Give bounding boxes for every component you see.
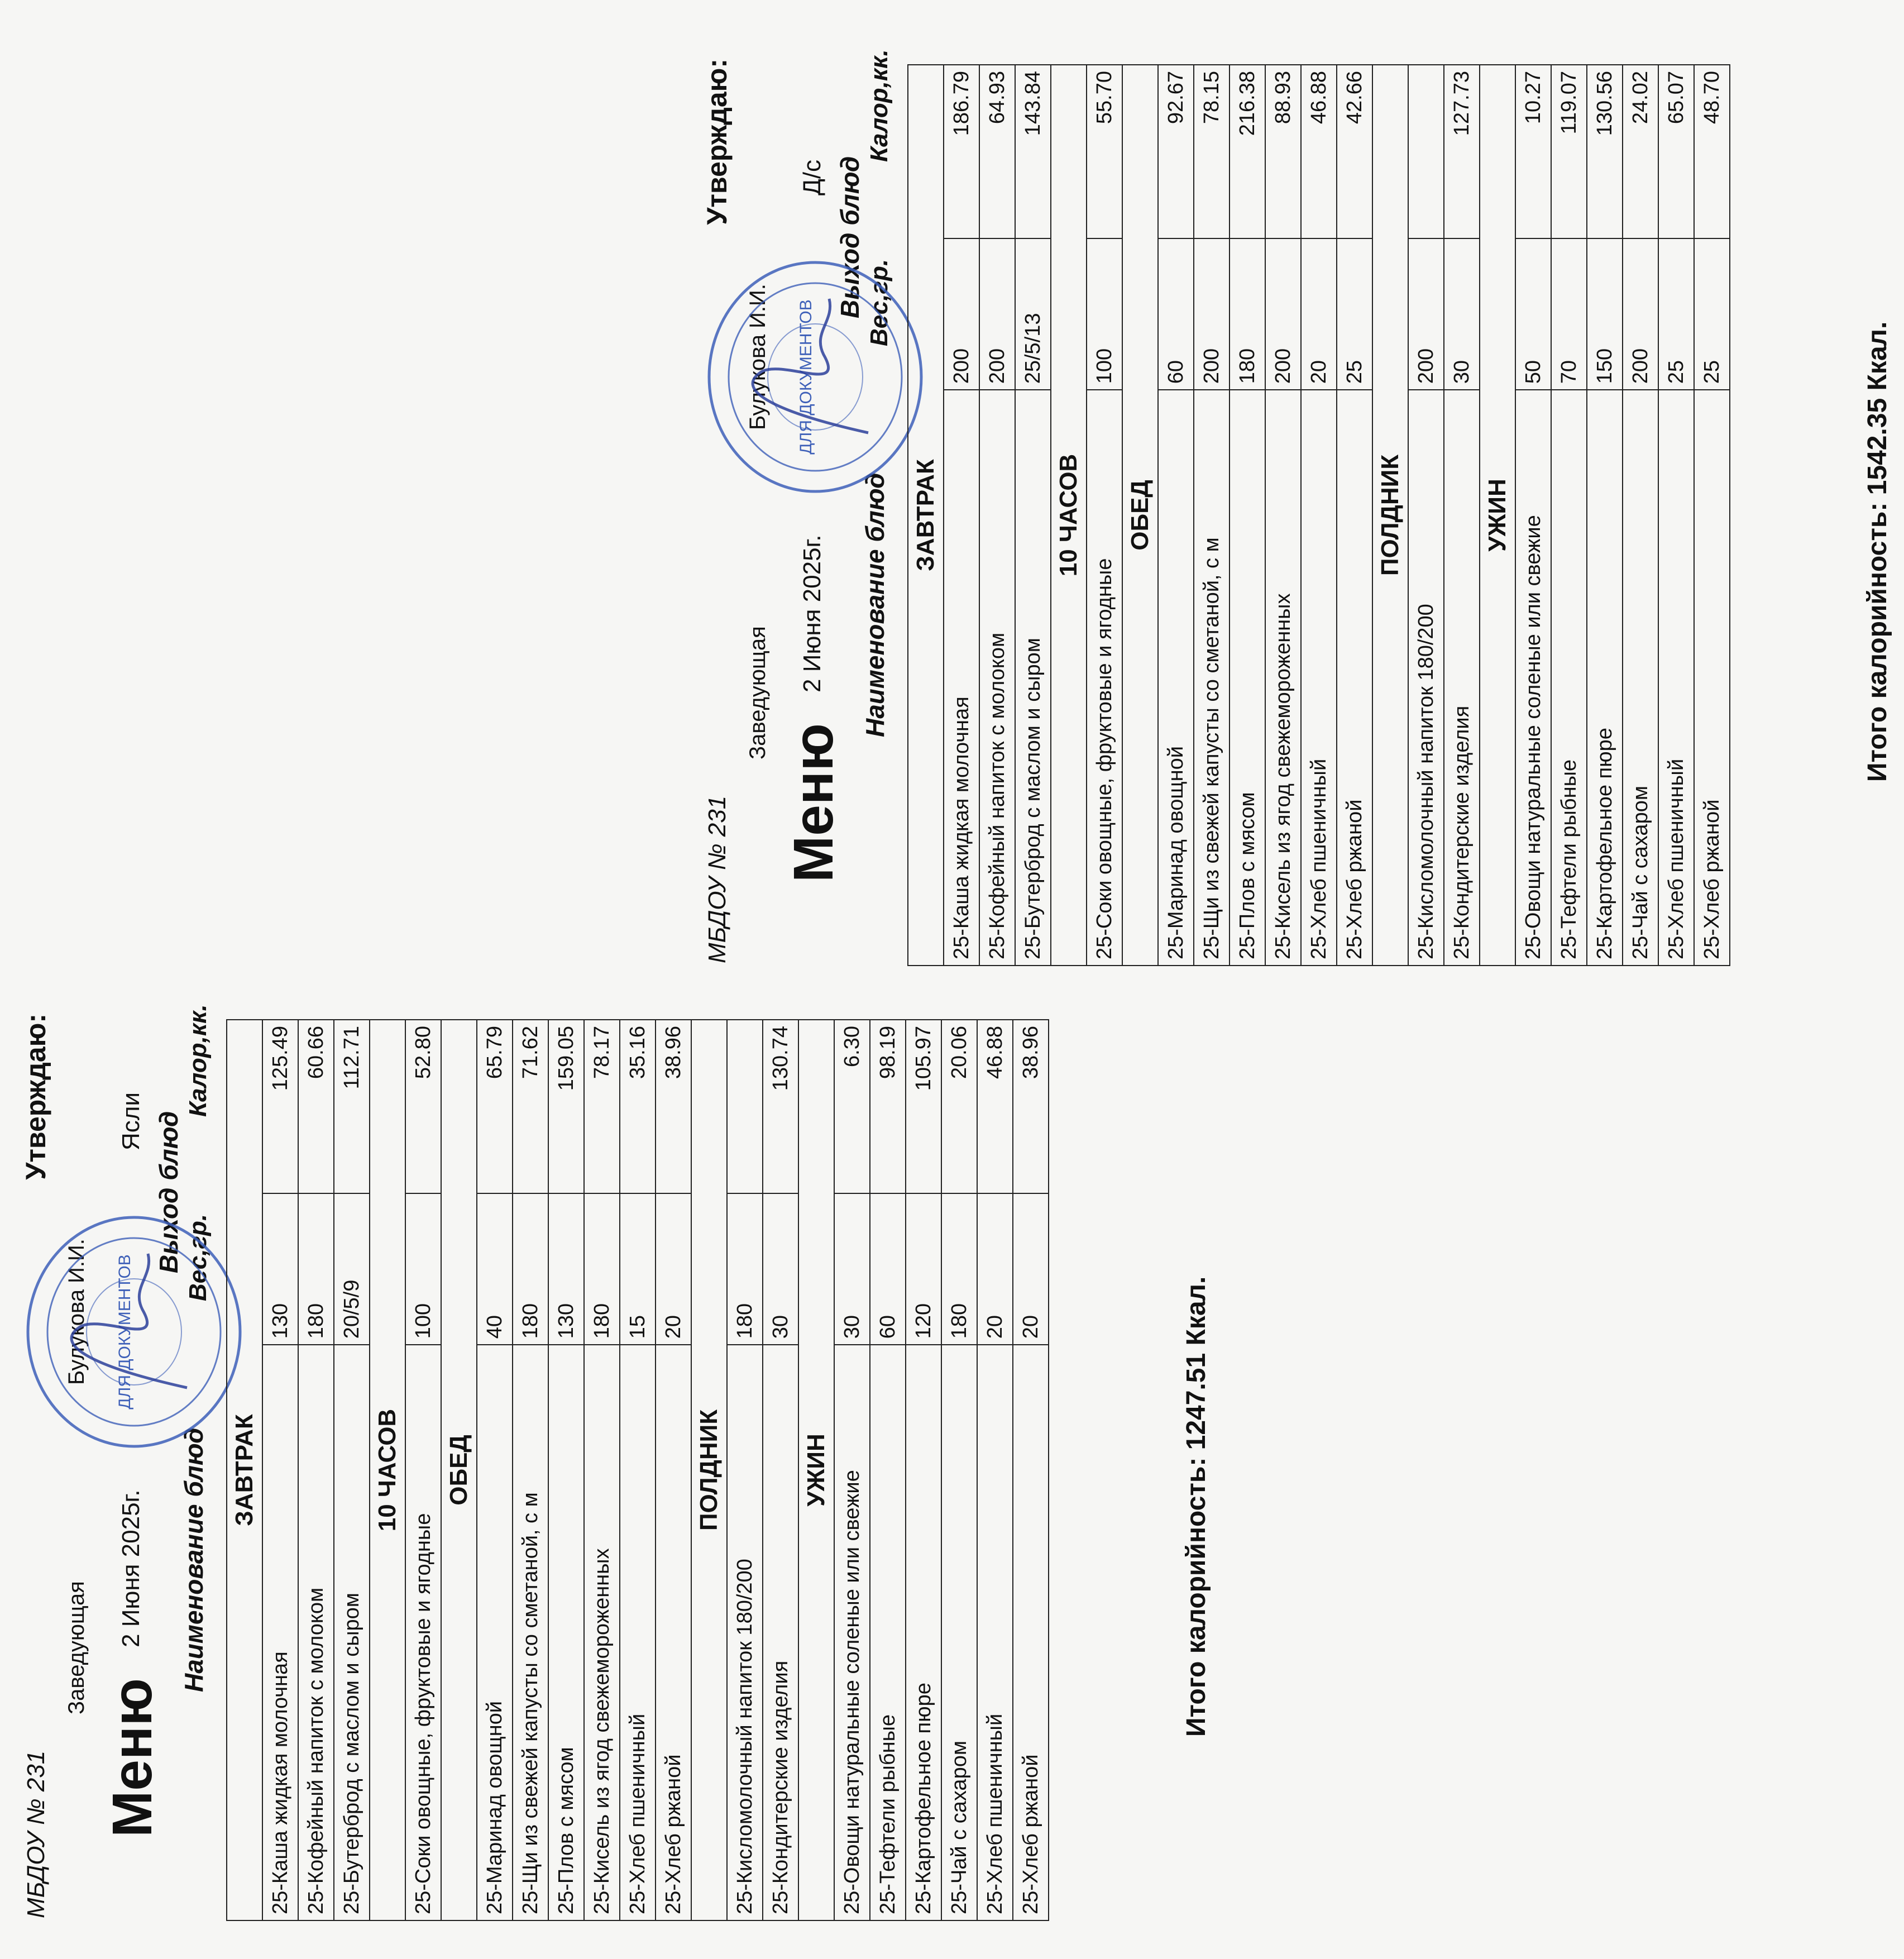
section-title: ПОЛДНИК: [1372, 65, 1408, 966]
table-row: [656, 1020, 691, 1920]
table-row: [906, 1020, 941, 1920]
dish-name-cell: 25-Овощи натуральные соленые или свежие: [834, 1345, 870, 1920]
table-row: [1444, 65, 1480, 966]
dish-kcal-cell: 42.66: [1337, 65, 1372, 238]
column-header-output: Выход блюд: [154, 1111, 183, 1273]
column-header-kcal: Калор,кк.: [865, 49, 893, 162]
column-header-name: Наименование блюд: [179, 1427, 208, 1692]
table-row: [1087, 65, 1122, 966]
section-title: УЖИН: [798, 1020, 834, 1920]
dish-name-cell: 25-Соки овощные, фруктовые и ягодные: [405, 1345, 441, 1920]
dish-kcal-cell: 125.49: [262, 1020, 298, 1193]
table-row: [1194, 65, 1230, 966]
table-row: [1230, 65, 1265, 966]
dish-kcal-cell: 65.79: [477, 1020, 513, 1193]
table-row: [727, 1020, 763, 1920]
table-row: [1658, 65, 1694, 966]
dish-weight-cell: 50: [1515, 238, 1551, 390]
dish-weight-cell: 20: [977, 1193, 1013, 1345]
table-row: [1158, 65, 1194, 966]
dish-name-cell: 25-Хлеб ржаной: [1694, 390, 1730, 966]
dish-kcal-cell: 35.16: [620, 1020, 656, 1193]
table-row: [405, 1020, 441, 1920]
table-row: [1694, 65, 1730, 966]
section-row: [227, 1020, 262, 1920]
table-row: [1265, 65, 1301, 966]
approval-label: Утверждаю:: [701, 59, 733, 225]
dish-kcal-cell: 38.96: [656, 1020, 691, 1193]
dish-kcal-cell: 38.96: [1013, 1020, 1049, 1193]
dish-kcal-cell: 143.84: [1015, 65, 1051, 238]
dish-weight-cell: 30: [763, 1193, 798, 1345]
dish-name-cell: 25-Кофейный напиток с молоком: [298, 1345, 334, 1920]
dish-name-cell: 25-Кофейный напиток с молоком: [979, 390, 1015, 966]
dish-weight-cell: 70: [1551, 238, 1587, 390]
dish-weight-cell: 120: [906, 1193, 941, 1345]
director-title: Заведующая: [745, 626, 770, 759]
dish-kcal-cell: [727, 1020, 763, 1193]
dish-weight-cell: 25: [1337, 238, 1372, 390]
dish-weight-cell: 200: [1623, 238, 1658, 390]
table-row: [870, 1020, 906, 1920]
dish-name-cell: 25-Кисломолочный напиток 180/200: [727, 1345, 763, 1920]
column-header-weight: Вес,гр.: [865, 259, 893, 346]
dish-kcal-cell: 127.73: [1444, 65, 1480, 238]
table-row: [620, 1020, 656, 1920]
menu-table: [907, 64, 1730, 966]
seal-stamp: [701, 254, 930, 500]
table-row: [334, 1020, 370, 1920]
dish-weight-cell: 200: [944, 238, 979, 390]
dish-name-cell: 25-Кондитерские изделия: [1444, 390, 1480, 966]
table-row: [944, 65, 979, 966]
dish-kcal-cell: 48.70: [1694, 65, 1730, 238]
dish-weight-cell: 30: [1444, 238, 1480, 390]
dish-weight-cell: 180: [584, 1193, 620, 1345]
total-calories: Итого калорийность: 1247.51 Ккал.: [1181, 1276, 1211, 1737]
dish-name-cell: 25-Бутерброд с маслом и сыром: [1015, 390, 1051, 966]
dish-name-cell: 25-Кисель из ягод свежемороженных: [584, 1345, 620, 1920]
seal-stamp: [20, 1209, 248, 1455]
dish-name-cell: 25-Овощи натуральные соленые или свежие: [1515, 390, 1551, 966]
director-title: Заведующая: [64, 1581, 89, 1714]
dish-weight-cell: 15: [620, 1193, 656, 1345]
total-calories: Итого калорийность: 1542.35 Ккал.: [1863, 321, 1892, 782]
dish-kcal-cell: [1408, 65, 1444, 238]
dish-weight-cell: 180: [727, 1193, 763, 1345]
dish-kcal-cell: 112.71: [334, 1020, 370, 1193]
dish-kcal-cell: 52.80: [405, 1020, 441, 1193]
dish-weight-cell: 180: [298, 1193, 334, 1345]
dish-name-cell: 25-Чай с сахаром: [1623, 390, 1658, 966]
dish-kcal-cell: 159.05: [548, 1020, 584, 1193]
table-row: [1013, 1020, 1049, 1920]
table-row: [262, 1020, 298, 1920]
dish-weight-cell: 200: [1194, 238, 1230, 390]
menu-date: 2 Июня 2025г.: [798, 534, 826, 692]
dish-name-cell: 25-Хлеб ржаной: [656, 1345, 691, 1920]
table-row: [1015, 65, 1051, 966]
dish-kcal-cell: 92.67: [1158, 65, 1194, 238]
dish-weight-cell: 20: [1013, 1193, 1049, 1345]
dish-name-cell: 25-Маринад овощной: [477, 1345, 513, 1920]
dish-name-cell: 25-Каша жидкая молочная: [262, 1345, 298, 1920]
dish-weight-cell: 30: [834, 1193, 870, 1345]
table-row: [941, 1020, 977, 1920]
section-row: [908, 65, 944, 966]
table-row: [1623, 65, 1658, 966]
menu-header: [20, 961, 226, 1921]
section-row: [1480, 65, 1515, 966]
dish-name-cell: 25-Щи из свежей капусты со сметаной, с м: [513, 1345, 548, 1920]
dish-weight-cell: 200: [1265, 238, 1301, 390]
dish-kcal-cell: 24.02: [1623, 65, 1658, 238]
dish-weight-cell: 25: [1658, 238, 1694, 390]
dish-kcal-cell: 65.07: [1658, 65, 1694, 238]
dish-weight-cell: 180: [941, 1193, 977, 1345]
dish-kcal-cell: 60.66: [298, 1020, 334, 1193]
section-title: ЗАВТРАК: [227, 1020, 262, 1920]
dish-name-cell: 25-Бутерброд с маслом и сыром: [334, 1345, 370, 1920]
dish-weight-cell: 25: [1694, 238, 1730, 390]
dish-name-cell: 25-Плов с мясом: [548, 1345, 584, 1920]
section-row: [691, 1020, 727, 1920]
table-row: [584, 1020, 620, 1920]
dish-kcal-cell: 119.07: [1551, 65, 1587, 238]
column-header-weight: Вес,гр.: [184, 1213, 212, 1301]
column-header-name: Наименование блюд: [860, 472, 889, 737]
dish-weight-cell: 130: [262, 1193, 298, 1345]
dish-kcal-cell: 55.70: [1087, 65, 1122, 238]
dish-name-cell: 25-Хлеб пшеничный: [620, 1345, 656, 1920]
menu-date: 2 Июня 2025г.: [117, 1489, 145, 1647]
page-title: Меню: [782, 723, 845, 882]
dish-kcal-cell: 78.17: [584, 1020, 620, 1193]
table-row: [977, 1020, 1013, 1920]
menu-panel-kindergarten: [701, 6, 1904, 966]
section-title: ЗАВТРАК: [908, 65, 944, 966]
dish-name-cell: 25-Хлеб ржаной: [1013, 1345, 1049, 1920]
dish-kcal-cell: 6.30: [834, 1020, 870, 1193]
dish-kcal-cell: 20.06: [941, 1020, 977, 1193]
dish-name-cell: 25-Плов с мясом: [1230, 390, 1265, 966]
dish-weight-cell: 60: [870, 1193, 906, 1345]
dish-weight-cell: 200: [1408, 238, 1444, 390]
dish-weight-cell: 60: [1158, 238, 1194, 390]
dish-name-cell: 25-Чай с сахаром: [941, 1345, 977, 1920]
section-row: [441, 1020, 477, 1920]
page-title: Меню: [101, 1678, 164, 1837]
table-row: [1301, 65, 1337, 966]
table-row: [763, 1020, 798, 1920]
section-row: [1122, 65, 1158, 966]
org-name: МБДОУ № 231: [22, 1750, 50, 1918]
section-title: УЖИН: [1480, 65, 1515, 966]
dish-weight-cell: 130: [548, 1193, 584, 1345]
table-row: [1337, 65, 1372, 966]
dish-weight-cell: 180: [513, 1193, 548, 1345]
section-row: [370, 1020, 405, 1920]
dish-weight-cell: 25/5/13: [1015, 238, 1051, 390]
dish-weight-cell: 40: [477, 1193, 513, 1345]
dish-kcal-cell: 88.93: [1265, 65, 1301, 238]
dish-kcal-cell: 78.15: [1194, 65, 1230, 238]
dish-kcal-cell: 46.88: [1301, 65, 1337, 238]
stamp-text: ДЛЯ ДОКУМЕНТОВ: [116, 1254, 134, 1409]
column-header-kcal: Калор,кк.: [184, 1004, 212, 1117]
table-row: [834, 1020, 870, 1920]
dish-name-cell: 25-Кондитерские изделия: [763, 1345, 798, 1920]
director-name: Булукова И.И.: [64, 1239, 89, 1385]
section-row: [798, 1020, 834, 1920]
dish-kcal-cell: 71.62: [513, 1020, 548, 1193]
menu-panel-nursery: [20, 961, 1223, 1921]
dish-name-cell: 25-Каша жидкая молочная: [944, 390, 979, 966]
director-name: Булукова И.И.: [745, 284, 770, 430]
dish-name-cell: 25-Кисель из ягод свежемороженных: [1265, 390, 1301, 966]
dish-kcal-cell: 64.93: [979, 65, 1015, 238]
dish-name-cell: 25-Маринад овощной: [1158, 390, 1194, 966]
stamp-text: ДЛЯ ДОКУМЕНТОВ: [797, 299, 815, 455]
dish-kcal-cell: 10.27: [1515, 65, 1551, 238]
dish-name-cell: 25-Кисломолочный напиток 180/200: [1408, 390, 1444, 966]
section-title: ОБЕД: [441, 1020, 477, 1920]
table-row: [1587, 65, 1623, 966]
age-group: Д/с: [798, 159, 826, 195]
dish-weight-cell: 20: [1301, 238, 1337, 390]
table-row: [477, 1020, 513, 1920]
dish-weight-cell: 200: [979, 238, 1015, 390]
table-row: [1515, 65, 1551, 966]
dish-kcal-cell: 105.97: [906, 1020, 941, 1193]
table-row: [1551, 65, 1587, 966]
section-title: ПОЛДНИК: [691, 1020, 727, 1920]
age-group: Ясли: [117, 1092, 145, 1150]
dish-weight-cell: 100: [1087, 238, 1122, 390]
section-title: 10 ЧАСОВ: [1051, 65, 1087, 966]
section-row: [1051, 65, 1087, 966]
dish-name-cell: 25-Соки овощные, фруктовые и ягодные: [1087, 390, 1122, 966]
dish-name-cell: 25-Щи из свежей капусты со сметаной, с м: [1194, 390, 1230, 966]
section-row: [1372, 65, 1408, 966]
dish-name-cell: 25-Хлеб ржаной: [1337, 390, 1372, 966]
dish-kcal-cell: 46.88: [977, 1020, 1013, 1193]
section-title: ОБЕД: [1122, 65, 1158, 966]
dish-name-cell: 25-Хлеб пшеничный: [977, 1345, 1013, 1920]
section-title: 10 ЧАСОВ: [370, 1020, 405, 1920]
menu-table: [226, 1019, 1049, 1921]
dish-weight-cell: 20/5/9: [334, 1193, 370, 1345]
approval-label: Утверждаю:: [20, 1014, 51, 1180]
table-row: [513, 1020, 548, 1920]
column-header-output: Выход блюд: [835, 156, 864, 318]
dish-kcal-cell: 98.19: [870, 1020, 906, 1193]
org-name: МБДОУ № 231: [704, 795, 731, 963]
dish-name-cell: 25-Картофельное пюре: [906, 1345, 941, 1920]
dish-kcal-cell: 186.79: [944, 65, 979, 238]
dish-kcal-cell: 130.56: [1587, 65, 1623, 238]
dish-name-cell: 25-Хлеб пшеничный: [1301, 390, 1337, 966]
dish-kcal-cell: 216.38: [1230, 65, 1265, 238]
dish-name-cell: 25-Хлеб пшеничный: [1658, 390, 1694, 966]
dish-name-cell: 25-Картофельное пюре: [1587, 390, 1623, 966]
dish-name-cell: 25-Тефтели рыбные: [870, 1345, 906, 1920]
dish-weight-cell: 150: [1587, 238, 1623, 390]
dish-weight-cell: 100: [405, 1193, 441, 1345]
menu-header: [701, 6, 907, 966]
dish-weight-cell: 180: [1230, 238, 1265, 390]
dish-kcal-cell: 130.74: [763, 1020, 798, 1193]
dish-name-cell: 25-Тефтели рыбные: [1551, 390, 1587, 966]
table-row: [1408, 65, 1444, 966]
table-row: [298, 1020, 334, 1920]
dish-weight-cell: 20: [656, 1193, 691, 1345]
table-row: [548, 1020, 584, 1920]
table-row: [979, 65, 1015, 966]
